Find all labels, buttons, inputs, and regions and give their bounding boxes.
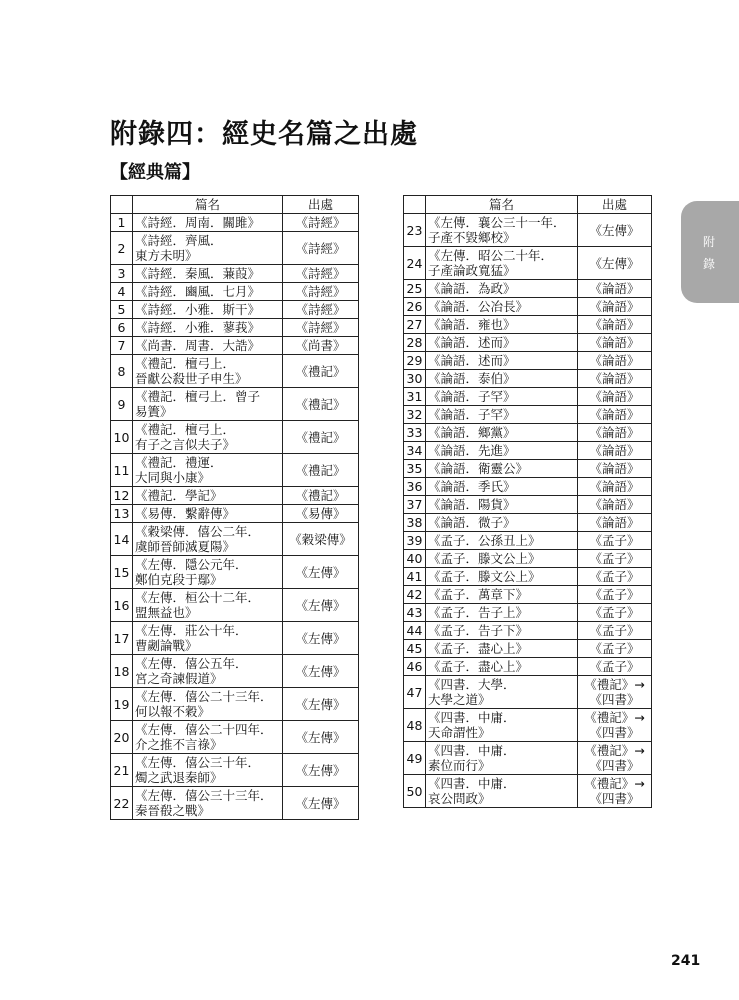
work-source: 《詩經》 — [283, 319, 359, 337]
work-source: 《孟子》 — [578, 532, 652, 550]
table-row — [404, 532, 652, 550]
work-title: 《四書．中庸． 哀公問政》 — [426, 775, 578, 808]
section-heading: 【經典篇】 — [110, 162, 200, 183]
work-source: 《左傳》 — [283, 688, 359, 721]
table-row — [404, 676, 652, 709]
work-title: 《論語．為政》 — [426, 280, 578, 298]
work-source: 《禮記》→ 《四書》 — [578, 775, 652, 808]
work-source: 《論語》 — [578, 316, 652, 334]
work-source: 《論語》 — [578, 334, 652, 352]
row-number: 15 — [111, 556, 133, 589]
table-row — [111, 301, 359, 319]
row-number: 7 — [111, 337, 133, 355]
table-row — [111, 523, 359, 556]
work-source: 《論語》 — [578, 388, 652, 406]
table-row — [404, 742, 652, 775]
work-source: 《論語》 — [578, 514, 652, 532]
row-number: 13 — [111, 505, 133, 523]
header-no — [404, 196, 426, 214]
work-source: 《左傳》 — [283, 787, 359, 820]
work-source: 《論語》 — [578, 406, 652, 424]
table-row — [404, 460, 652, 478]
work-source: 《論語》 — [578, 424, 652, 442]
work-title: 《詩經．周南．關雎》 — [133, 214, 283, 232]
table-row — [404, 316, 652, 334]
table-row — [404, 334, 652, 352]
table-row — [111, 319, 359, 337]
work-title: 《左傳．僖公三十三年． 秦晉殽之戰》 — [133, 787, 283, 820]
work-title: 《四書．大學． 大學之道》 — [426, 676, 578, 709]
row-number: 34 — [404, 442, 426, 460]
row-number: 19 — [111, 688, 133, 721]
table-row — [404, 352, 652, 370]
page-number: 241 — [671, 953, 701, 969]
row-number: 48 — [404, 709, 426, 742]
work-title: 《四書．中庸． 素位而行》 — [426, 742, 578, 775]
row-number: 43 — [404, 604, 426, 622]
work-title: 《論語．述而》 — [426, 334, 578, 352]
table-header-row — [111, 196, 359, 214]
work-source: 《詩經》 — [283, 283, 359, 301]
row-number: 24 — [404, 247, 426, 280]
work-title: 《孟子．滕文公上》 — [426, 550, 578, 568]
work-source: 《禮記》→ 《四書》 — [578, 742, 652, 775]
work-title: 《左傳．桓公十二年． 盟無益也》 — [133, 589, 283, 622]
table-row — [404, 214, 652, 247]
work-title: 《論語．子罕》 — [426, 388, 578, 406]
table-row — [404, 298, 652, 316]
work-title: 《論語．泰伯》 — [426, 370, 578, 388]
work-title: 《詩經．小雅．斯干》 — [133, 301, 283, 319]
work-title: 《左傳．僖公五年． 宮之奇諫假道》 — [133, 655, 283, 688]
table-row — [111, 787, 359, 820]
row-number: 46 — [404, 658, 426, 676]
row-number: 32 — [404, 406, 426, 424]
table-row — [111, 589, 359, 622]
row-number: 31 — [404, 388, 426, 406]
table-row — [404, 496, 652, 514]
work-title: 《論語．衛靈公》 — [426, 460, 578, 478]
header-source: 出處 — [283, 196, 359, 214]
work-title: 《左傳．隱公元年． 鄭伯克段于鄢》 — [133, 556, 283, 589]
table-row — [404, 550, 652, 568]
table-row — [111, 388, 359, 421]
table-row — [111, 487, 359, 505]
work-title: 《論語．微子》 — [426, 514, 578, 532]
row-number: 18 — [111, 655, 133, 688]
right-table-body — [404, 214, 652, 808]
work-source: 《論語》 — [578, 460, 652, 478]
work-source: 《論語》 — [578, 352, 652, 370]
table-row — [404, 514, 652, 532]
header-no — [111, 196, 133, 214]
row-number: 9 — [111, 388, 133, 421]
table-row — [404, 775, 652, 808]
table-row — [111, 421, 359, 454]
row-number: 28 — [404, 334, 426, 352]
work-title: 《論語．述而》 — [426, 352, 578, 370]
work-title: 《論語．雍也》 — [426, 316, 578, 334]
work-title: 《左傳．莊公十年． 曹劌論戰》 — [133, 622, 283, 655]
row-number: 35 — [404, 460, 426, 478]
work-source: 《孟子》 — [578, 640, 652, 658]
row-number: 50 — [404, 775, 426, 808]
work-title: 《左傳．昭公二十年． 子產論政寬猛》 — [426, 247, 578, 280]
row-number: 36 — [404, 478, 426, 496]
row-number: 44 — [404, 622, 426, 640]
table-header-row — [404, 196, 652, 214]
work-title: 《左傳．僖公二十三年． 何以報不穀》 — [133, 688, 283, 721]
work-title: 《孟子．盡心上》 — [426, 640, 578, 658]
table-row — [404, 478, 652, 496]
row-number: 33 — [404, 424, 426, 442]
work-source: 《孟子》 — [578, 586, 652, 604]
table-row — [404, 406, 652, 424]
work-title: 《左傳．僖公二十四年． 介之推不言祿》 — [133, 721, 283, 754]
row-number: 4 — [111, 283, 133, 301]
work-source: 《孟子》 — [578, 658, 652, 676]
work-title: 《論語．子罕》 — [426, 406, 578, 424]
work-source: 《詩經》 — [283, 301, 359, 319]
work-source: 《禮記》→ 《四書》 — [578, 676, 652, 709]
work-source: 《論語》 — [578, 478, 652, 496]
side-tab-label: 附 錄 — [702, 235, 715, 271]
work-source: 《左傳》 — [283, 589, 359, 622]
table-row — [111, 355, 359, 388]
table-row — [111, 655, 359, 688]
work-title: 《禮記．禮運． 大同與小康》 — [133, 454, 283, 487]
work-source: 《左傳》 — [283, 721, 359, 754]
work-title: 《禮記．檀弓上． 晉獻公殺世子申生》 — [133, 355, 283, 388]
table-row — [404, 658, 652, 676]
work-source: 《孟子》 — [578, 604, 652, 622]
work-source: 《論語》 — [578, 280, 652, 298]
work-source: 《論語》 — [578, 370, 652, 388]
left-table-body — [111, 214, 359, 820]
row-number: 45 — [404, 640, 426, 658]
row-number: 10 — [111, 421, 133, 454]
work-source: 《左傳》 — [283, 754, 359, 787]
work-source: 《論語》 — [578, 442, 652, 460]
table-row — [111, 754, 359, 787]
table-row — [111, 622, 359, 655]
row-number: 26 — [404, 298, 426, 316]
work-title: 《論語．先進》 — [426, 442, 578, 460]
row-number: 14 — [111, 523, 133, 556]
work-source: 《詩經》 — [283, 265, 359, 283]
work-source: 《孟子》 — [578, 550, 652, 568]
row-number: 20 — [111, 721, 133, 754]
table-row — [404, 586, 652, 604]
table-row — [404, 424, 652, 442]
appendix-side-tab — [681, 201, 739, 303]
work-title: 《禮記．檀弓上． 有子之言似夫子》 — [133, 421, 283, 454]
work-source: 《禮記》→ 《四書》 — [578, 709, 652, 742]
row-number: 47 — [404, 676, 426, 709]
work-title: 《禮記．學記》 — [133, 487, 283, 505]
table-row — [404, 370, 652, 388]
row-number: 21 — [111, 754, 133, 787]
right-table — [403, 195, 652, 808]
work-title: 《孟子．告子上》 — [426, 604, 578, 622]
work-source: 《易傳》 — [283, 505, 359, 523]
row-number: 17 — [111, 622, 133, 655]
row-number: 3 — [111, 265, 133, 283]
table-row — [111, 232, 359, 265]
row-number: 1 — [111, 214, 133, 232]
table-row — [111, 283, 359, 301]
work-title: 《孟子．滕文公上》 — [426, 568, 578, 586]
work-title: 《穀梁傳．僖公二年． 虞師晉師滅夏陽》 — [133, 523, 283, 556]
work-source: 《論語》 — [578, 496, 652, 514]
table-row — [404, 247, 652, 280]
row-number: 12 — [111, 487, 133, 505]
work-source: 《穀梁傳》 — [283, 523, 359, 556]
left-table — [110, 195, 359, 820]
work-source: 《左傳》 — [283, 556, 359, 589]
work-source: 《左傳》 — [578, 247, 652, 280]
row-number: 42 — [404, 586, 426, 604]
row-number: 5 — [111, 301, 133, 319]
work-title: 《詩經．豳風．七月》 — [133, 283, 283, 301]
work-source: 《禮記》 — [283, 421, 359, 454]
work-source: 《論語》 — [578, 298, 652, 316]
work-source: 《左傳》 — [578, 214, 652, 247]
header-name: 篇名 — [133, 196, 283, 214]
table-row — [111, 454, 359, 487]
work-title: 《論語．陽貨》 — [426, 496, 578, 514]
row-number: 27 — [404, 316, 426, 334]
work-title: 《禮記．檀弓上．曾子 易簀》 — [133, 388, 283, 421]
work-source: 《禮記》 — [283, 454, 359, 487]
work-title: 《孟子．萬章下》 — [426, 586, 578, 604]
table-row — [404, 622, 652, 640]
table-row — [111, 214, 359, 232]
work-title: 《易傳．繫辭傳》 — [133, 505, 283, 523]
work-title: 《孟子．公孫丑上》 — [426, 532, 578, 550]
table-row — [404, 280, 652, 298]
work-title: 《尚書．周書．大誥》 — [133, 337, 283, 355]
row-number: 39 — [404, 532, 426, 550]
table-row — [404, 568, 652, 586]
table-row — [404, 442, 652, 460]
work-source: 《禮記》 — [283, 487, 359, 505]
row-number: 38 — [404, 514, 426, 532]
row-number: 6 — [111, 319, 133, 337]
work-title: 《孟子．告子下》 — [426, 622, 578, 640]
row-number: 2 — [111, 232, 133, 265]
work-title: 《論語．季氏》 — [426, 478, 578, 496]
table-row — [111, 505, 359, 523]
work-source: 《詩經》 — [283, 214, 359, 232]
work-title: 《四書．中庸． 天命謂性》 — [426, 709, 578, 742]
work-title: 《詩經．小雅．蓼莪》 — [133, 319, 283, 337]
table-row — [111, 337, 359, 355]
row-number: 40 — [404, 550, 426, 568]
row-number: 8 — [111, 355, 133, 388]
work-title: 《詩經．齊風． 東方未明》 — [133, 232, 283, 265]
row-number: 29 — [404, 352, 426, 370]
row-number: 22 — [111, 787, 133, 820]
table-row — [111, 265, 359, 283]
work-title: 《左傳．襄公三十一年． 子產不毀鄉校》 — [426, 214, 578, 247]
work-title: 《孟子．盡心上》 — [426, 658, 578, 676]
page-title: 附錄四：經史名篇之出處 — [110, 119, 418, 150]
table-row — [404, 388, 652, 406]
work-source: 《禮記》 — [283, 388, 359, 421]
work-source: 《孟子》 — [578, 568, 652, 586]
work-source: 《左傳》 — [283, 622, 359, 655]
work-source: 《詩經》 — [283, 232, 359, 265]
row-number: 37 — [404, 496, 426, 514]
row-number: 11 — [111, 454, 133, 487]
row-number: 30 — [404, 370, 426, 388]
row-number: 16 — [111, 589, 133, 622]
table-row — [111, 721, 359, 754]
row-number: 41 — [404, 568, 426, 586]
work-source: 《禮記》 — [283, 355, 359, 388]
work-title: 《詩經．秦風．蒹葭》 — [133, 265, 283, 283]
table-row — [111, 688, 359, 721]
header-name: 篇名 — [426, 196, 578, 214]
header-source: 出處 — [578, 196, 652, 214]
work-title: 《論語．鄉黨》 — [426, 424, 578, 442]
work-source: 《尚書》 — [283, 337, 359, 355]
work-title: 《論語．公冶長》 — [426, 298, 578, 316]
table-row — [404, 709, 652, 742]
row-number: 23 — [404, 214, 426, 247]
row-number: 25 — [404, 280, 426, 298]
work-title: 《左傳．僖公三十年． 燭之武退秦師》 — [133, 754, 283, 787]
table-row — [404, 640, 652, 658]
row-number: 49 — [404, 742, 426, 775]
work-source: 《左傳》 — [283, 655, 359, 688]
table-row — [404, 604, 652, 622]
table-row — [111, 556, 359, 589]
work-source: 《孟子》 — [578, 622, 652, 640]
